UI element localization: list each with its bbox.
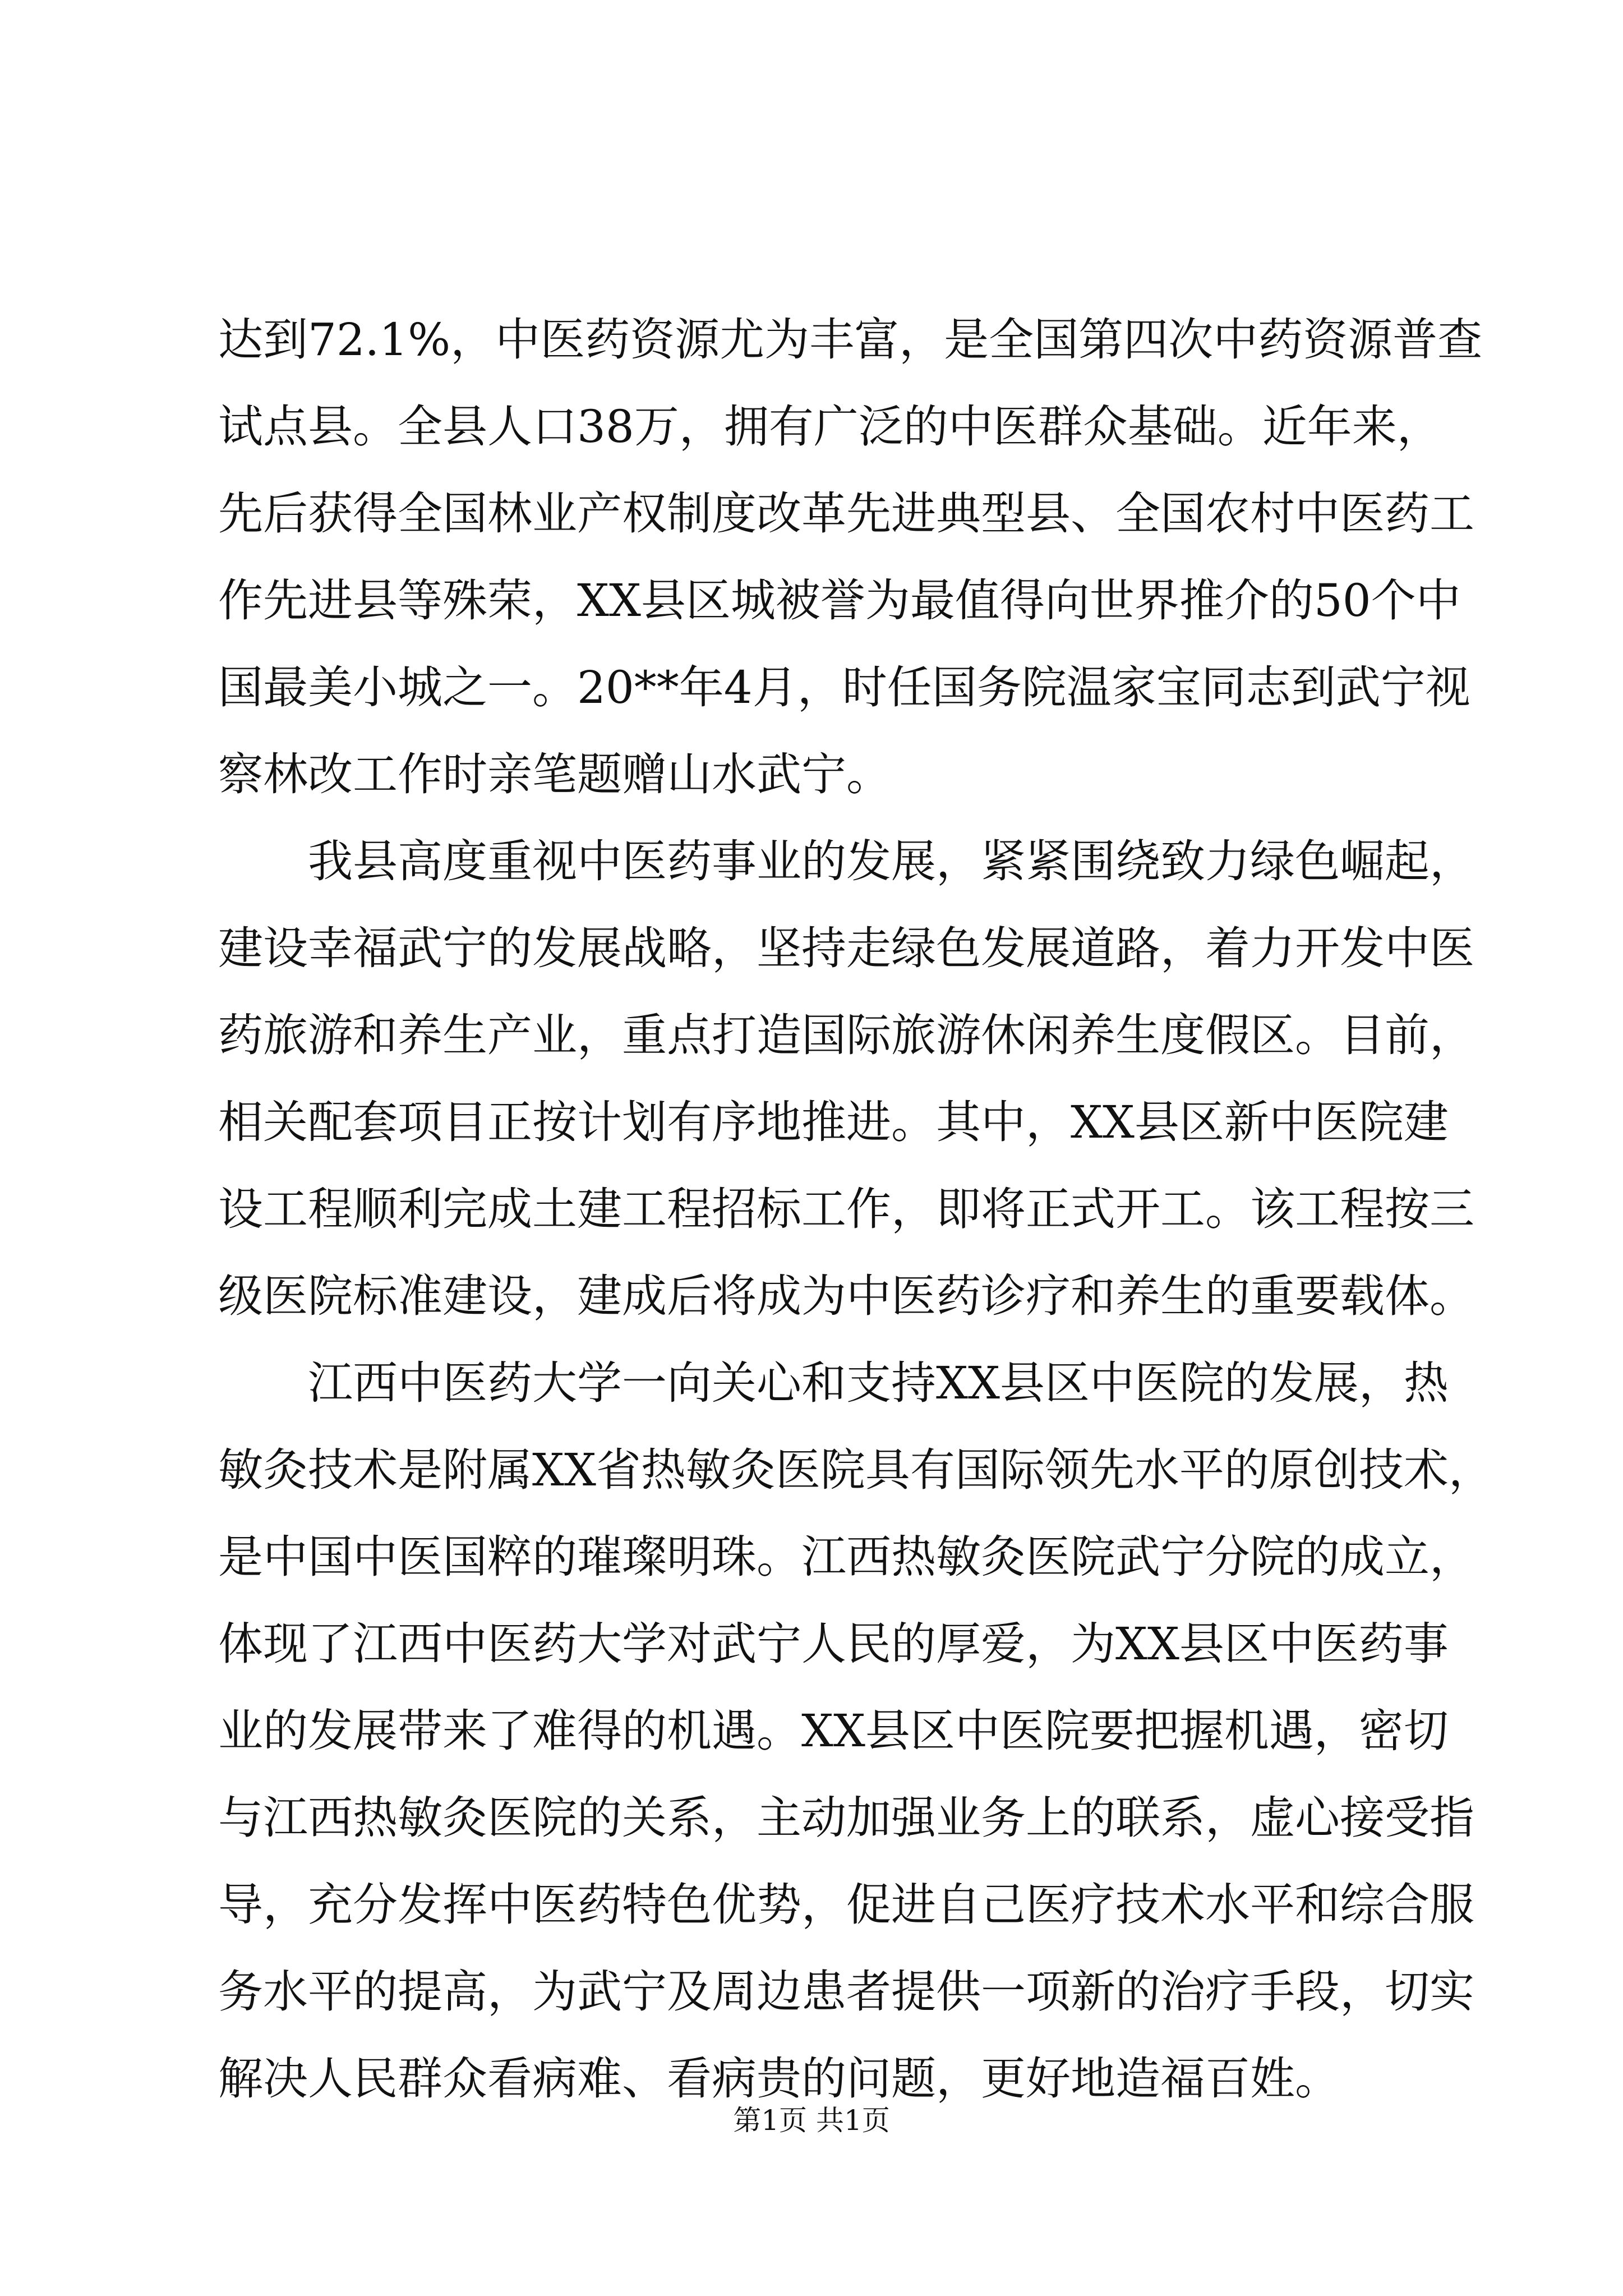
text-line: 国最美小城之一。20**年4月，时任国务院温家宝同志到武宁视	[218, 661, 1470, 714]
page-footer	[0, 2101, 1623, 2140]
document-body	[218, 296, 1493, 2122]
text-line: 业的发展带来了难得的机遇。XX县区中医院要把握机遇，密切	[218, 1705, 1449, 1757]
text-line: 江西中医药大学一向关心和支持XX县区中医院的发展，热	[308, 1357, 1449, 1409]
text-line: 是中国中医国粹的璀璨明珠。江西热敏灸医院武宁分院的成立，	[218, 1531, 1474, 1583]
text-line: 达到72.1%，中医药资源尤为丰富，是全国第四次中药资源普查	[218, 314, 1483, 366]
text-line: 我县高度重视中医药事业的发展，紧紧围绕致力绿色崛起，	[308, 835, 1474, 887]
text-line: 先后获得全国林业产权制度改革先进典型县、全国农村中医药工	[218, 487, 1474, 540]
text-line: 药旅游和养生产业，重点打造国际旅游休闲养生度假区。目前，	[218, 1009, 1474, 1061]
text-line: 与江西热敏灸医院的关系，主动加强业务上的联系，虚心接受指	[218, 1792, 1474, 1844]
text-line: 级医院标准建设，建成后将成为中医药诊疗和养生的重要载体。	[218, 1270, 1474, 1322]
text-line: 敏灸技术是附属XX省热敏灸医院具有国际领先水平的原创技术，	[218, 1444, 1493, 1496]
text-line: 试点县。全县人口38万，拥有广泛的中医群众基础。近年来，	[218, 401, 1442, 453]
text-line: 务水平的提高，为武宁及周边患者提供一项新的治疗手段，切实	[218, 1966, 1474, 2018]
text-line: 导，充分发挥中医药特色优势，促进自己医疗技术水平和综合服	[218, 1879, 1474, 1931]
text-line: 体现了江西中医药大学对武宁人民的厚爱，为XX县区中医药事	[218, 1618, 1449, 1670]
text-line: 解决人民群众看病难、看病贵的问题，更好地造福百姓。	[218, 2053, 1340, 2105]
text-line: 相关配套项目正按计划有序地推进。其中，XX县区新中医院建	[218, 1096, 1449, 1148]
text-line: 设工程顺利完成土建工程招标工作，即将正式开工。该工程按三	[218, 1183, 1474, 1235]
page-number: 第1页 共1页	[733, 2104, 890, 2137]
text-line: 建设幸福武宁的发展战略，坚持走绿色发展道路，着力开发中医	[218, 922, 1474, 974]
text-line: 作先进县等殊荣，XX县区城被誉为最值得向世界推介的50个中	[218, 574, 1461, 627]
text-line: 察林改工作时亲笔题赠山水武宁。	[218, 748, 891, 800]
